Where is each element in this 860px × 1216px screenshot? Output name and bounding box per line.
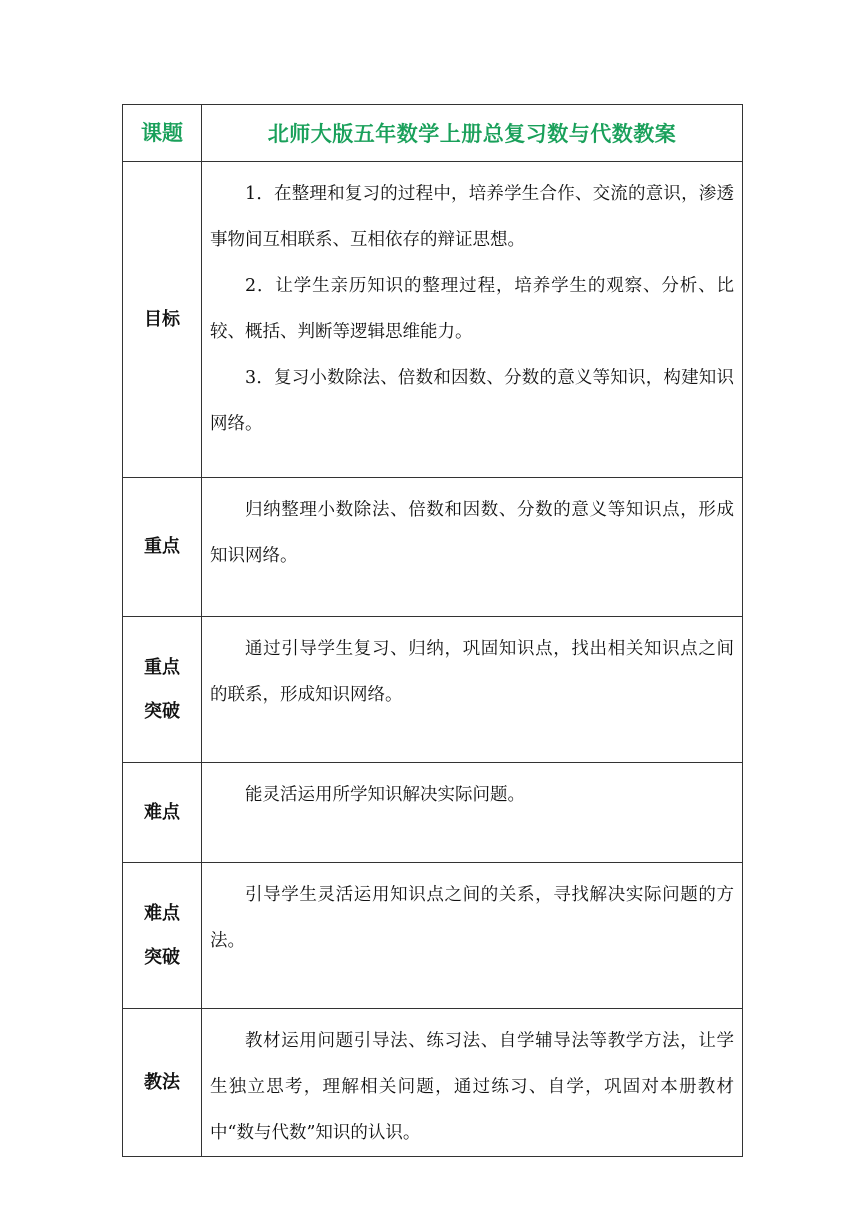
difficulty-breakthrough-content bbox=[202, 863, 743, 1009]
key-points-text: 归纳整理小数除法、倍数和因数、分数的意义等知识点，形成知识网络。 bbox=[210, 500, 734, 566]
key-breakthrough-label-line: 突破 bbox=[144, 700, 180, 722]
teaching-method-text: 教材运用问题引导法、练习法、自学辅导法等教学方法，让学生独立思考，理解相关问题，通过练习、自学，巩固对本册教材中“数与代数”知识的认识。 bbox=[210, 1031, 734, 1143]
key-breakthrough-label bbox=[123, 617, 202, 763]
difficulty-text: 能灵活运用所学知识解决实际问题。 bbox=[245, 785, 525, 805]
difficulty-breakthrough-label bbox=[123, 863, 202, 1009]
objective-item: 3．复习小数除法、倍数和因数、分数的意义等知识，构建知识网络。 bbox=[210, 368, 734, 434]
objectives-content bbox=[202, 162, 743, 478]
difficulty-content bbox=[202, 763, 743, 863]
teaching-method-content bbox=[202, 1009, 743, 1157]
key-breakthrough-text: 通过引导学生复习、归纳，巩固知识点，找出相关知识点之间的联系，形成知识网络。 bbox=[210, 639, 734, 705]
objective-item: 2．让学生亲历知识的整理过程，培养学生的观察、分析、比较、概括、判断等逻辑思维能力。 bbox=[210, 276, 734, 342]
key-points-label: 重点 bbox=[123, 478, 202, 617]
key-breakthrough-row bbox=[123, 617, 743, 763]
difficulty-row bbox=[123, 763, 743, 863]
key-breakthrough-label-line: 重点 bbox=[144, 656, 180, 678]
title-row bbox=[123, 105, 743, 162]
objective-item: 1．在整理和复习的过程中，培养学生合作、交流的意识，渗透事物间互相联系、互相依存的辩证思想。 bbox=[210, 184, 734, 250]
lesson-title: 北师大版五年数学上册总复习数与代数教案 bbox=[202, 105, 743, 162]
objectives-label: 目标 bbox=[123, 162, 202, 478]
difficulty-breakthrough-label-line: 难点 bbox=[144, 902, 180, 924]
key-points-content bbox=[202, 478, 743, 617]
difficulty-breakthrough-row bbox=[123, 863, 743, 1009]
teaching-method-row bbox=[123, 1009, 743, 1157]
objectives-row bbox=[123, 162, 743, 478]
difficulty-label: 难点 bbox=[123, 763, 202, 863]
difficulty-breakthrough-text: 引导学生灵活运用知识点之间的关系，寻找解决实际问题的方法。 bbox=[210, 885, 734, 951]
lesson-plan-table bbox=[122, 104, 743, 1157]
teaching-method-label: 教法 bbox=[123, 1009, 202, 1157]
key-points-row bbox=[123, 478, 743, 617]
key-breakthrough-content bbox=[202, 617, 743, 763]
title-label: 课题 bbox=[123, 105, 202, 162]
difficulty-breakthrough-label-line: 突破 bbox=[144, 946, 180, 968]
